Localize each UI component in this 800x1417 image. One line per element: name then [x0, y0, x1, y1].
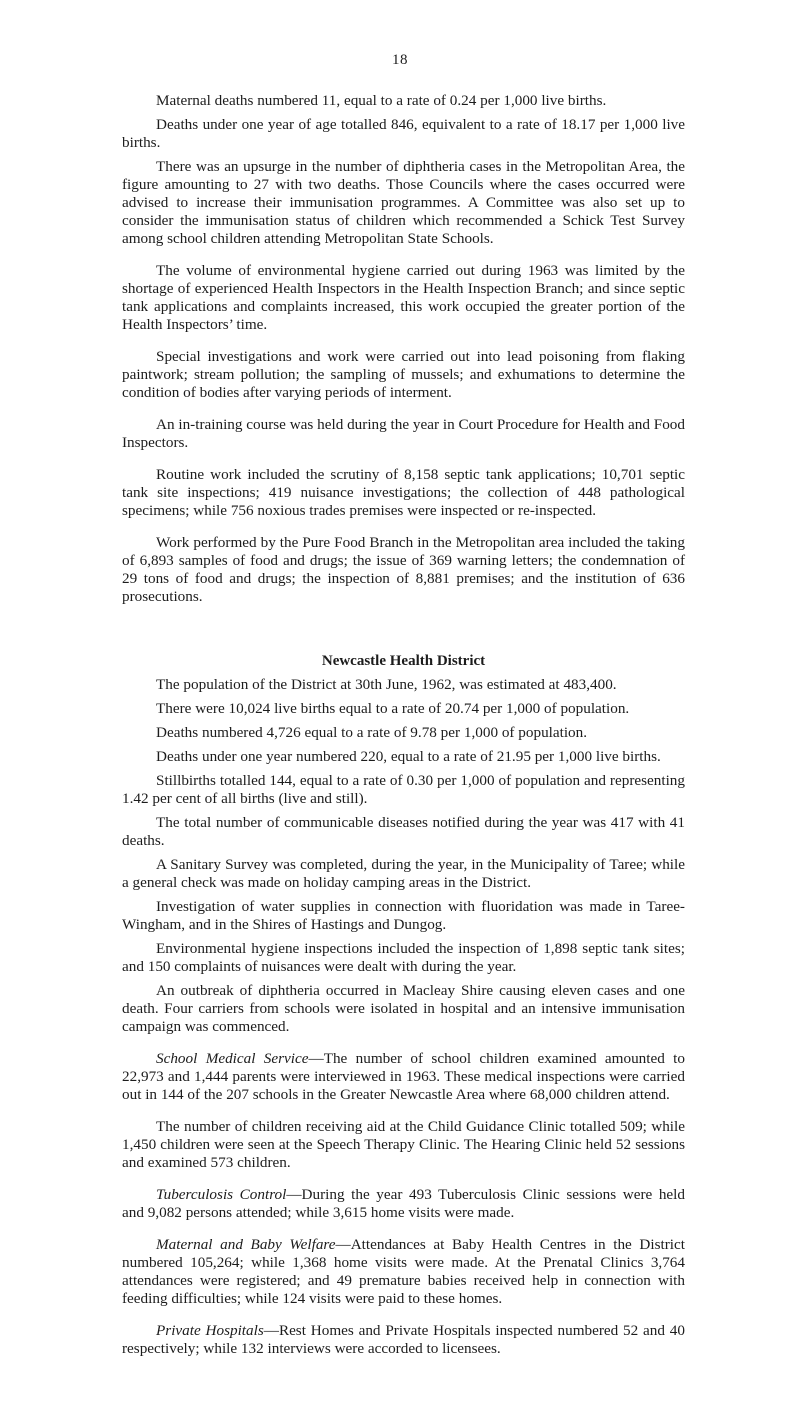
private-hospitals-title: Private Hospitals	[156, 1322, 264, 1339]
paragraph-pure-food-branch: Work performed by the Pure Food Branch in the Metropolitan area included the taking of 6,893 samples of food and drugs; the issue of 369 warning letters; the condemnation of 29 tons of food and drugs; the inspection of 8,881 premises; and the institution of 636 prosecutions.	[122, 534, 685, 605]
body-text	[122, 92, 685, 1358]
paragraph-private-hospitals	[122, 1322, 685, 1358]
paragraph-water-supplies: Investigation of water supplies in connection with fluoridation was made in Taree-Wingham, and in the Shires of Hastings and Dungog.	[122, 898, 685, 933]
paragraph-school-medical-service	[122, 1050, 685, 1104]
school-medical-service-title: School Medical Service	[156, 1050, 309, 1067]
paragraph-communicable-diseases: The total number of communicable diseases notified during the year was 417 with 41 deaths.	[122, 814, 685, 849]
paragraph-population: The population of the District at 30th June, 1962, was estimated at 483,400.	[156, 676, 617, 693]
paragraph-maternal-baby-welfare	[122, 1236, 685, 1308]
maternal-baby-welfare-title: Maternal and Baby Welfare	[156, 1236, 336, 1253]
school-medical-service-text: —The number of school children examined amounted to 22,973 and 1,444 parents were interviewed in 1963. These medical inspections were carried out in 144 of the 207 schools in the Greater Newcastle Area where 68,000 children attend.	[122, 1050, 685, 1103]
paragraph-environmental-hygiene: The volume of environmental hygiene carried out during 1963 was limited by the shortage of experienced Health Inspectors in the Health Inspection Branch; and since septic tank applications and complaints increased, this work occupied the greater portion of the Health Inspectors’ time.	[122, 262, 685, 333]
paragraph-diphtheria-metro: There was an upsurge in the number of diphtheria cases in the Metropolitan Area, the figure amounting to 27 with two deaths. Those Councils where the cases occurred were advised to increase their immunisation programmes. A Committee was also set up to consider the immunisation status of children which recommended a Schick Test Survey among school children attending Metropolitan State Schools.	[122, 158, 685, 247]
page-number: 18	[392, 52, 408, 68]
section-heading-newcastle: Newcastle Health District	[321, 653, 486, 669]
paragraph-hygiene-inspections: Environmental hygiene inspections included the inspection of 1,898 septic tank sites; and 150 complaints of nuisances were dealt with during the year.	[122, 940, 685, 975]
paragraph-infant-deaths-newcastle: Deaths under one year numbered 220, equal to a rate of 21.95 per 1,000 live births.	[156, 748, 661, 765]
paragraph-special-investigations: Special investigations and work were carried out into lead poisoning from flaking paintwork; stream pollution; the sampling of mussels; and exhumations to determine the condition of bodies after varying periods of interment.	[122, 348, 685, 401]
paragraph-maternal-deaths: Maternal deaths numbered 11, equal to a rate of 0.24 per 1,000 live births.	[156, 92, 607, 109]
paragraph-diphtheria-macleay: An outbreak of diphtheria occurred in Macleay Shire causing eleven cases and one death. Four carriers from schools were isolated in hospital and an intensive immunisation campaign was commenced.	[122, 982, 685, 1035]
paragraph-routine-work: Routine work included the scrutiny of 8,158 septic tank applications; 10,701 septic tank site inspections; 419 nuisance investigations; the collection of 448 pathological specimens; while 756 noxious trades premises were inspected or re-inspected.	[122, 466, 685, 519]
paragraph-child-guidance: The number of children receiving aid at the Child Guidance Clinic totalled 509; while 1,450 children were seen at the Speech Therapy Clinic. The Hearing Clinic held 52 sessions and examined 573 children.	[122, 1118, 685, 1171]
maternal-baby-welfare-text: —Attendances at Baby Health Centres in the District numbered 105,264; while 1,368 home visits were made. At the Prenatal Clinics 3,764 attendances were registered; and 49 premature babies received help in connection with feeding difficulties; while 124 visits were paid to these homes.	[122, 1236, 685, 1307]
paragraph-in-training-course: An in-training course was held during the year in Court Procedure for Health and Food Inspectors.	[122, 416, 685, 451]
paragraph-live-births: There were 10,024 live births equal to a rate of 20.74 per 1,000 of population.	[156, 700, 630, 717]
paragraph-stillbirths: Stillbirths totalled 144, equal to a rate of 0.30 per 1,000 of population and representing 1.42 per cent of all births (live and still).	[122, 772, 685, 807]
tuberculosis-control-text: —During the year 493 Tuberculosis Clinic sessions were held and 9,082 persons attended; while 3,615 home visits were made.	[122, 1186, 685, 1221]
paragraph-tuberculosis-control	[122, 1186, 685, 1222]
paragraph-infant-deaths: Deaths under one year of age totalled 846, equivalent to a rate of 18.17 per 1,000 live births.	[122, 116, 685, 151]
tuberculosis-control-title: Tuberculosis Control	[156, 1186, 287, 1203]
paragraph-sanitary-survey: A Sanitary Survey was completed, during the year, in the Municipality of Taree; while a general check was made on holiday camping areas in the District.	[122, 856, 685, 891]
paragraph-deaths: Deaths numbered 4,726 equal to a rate of 9.78 per 1,000 of population.	[156, 724, 588, 741]
private-hospitals-text: —Rest Homes and Private Hospitals inspected numbered 52 and 40 respectively; while 132 interviews were accorded to licensees.	[122, 1322, 685, 1357]
